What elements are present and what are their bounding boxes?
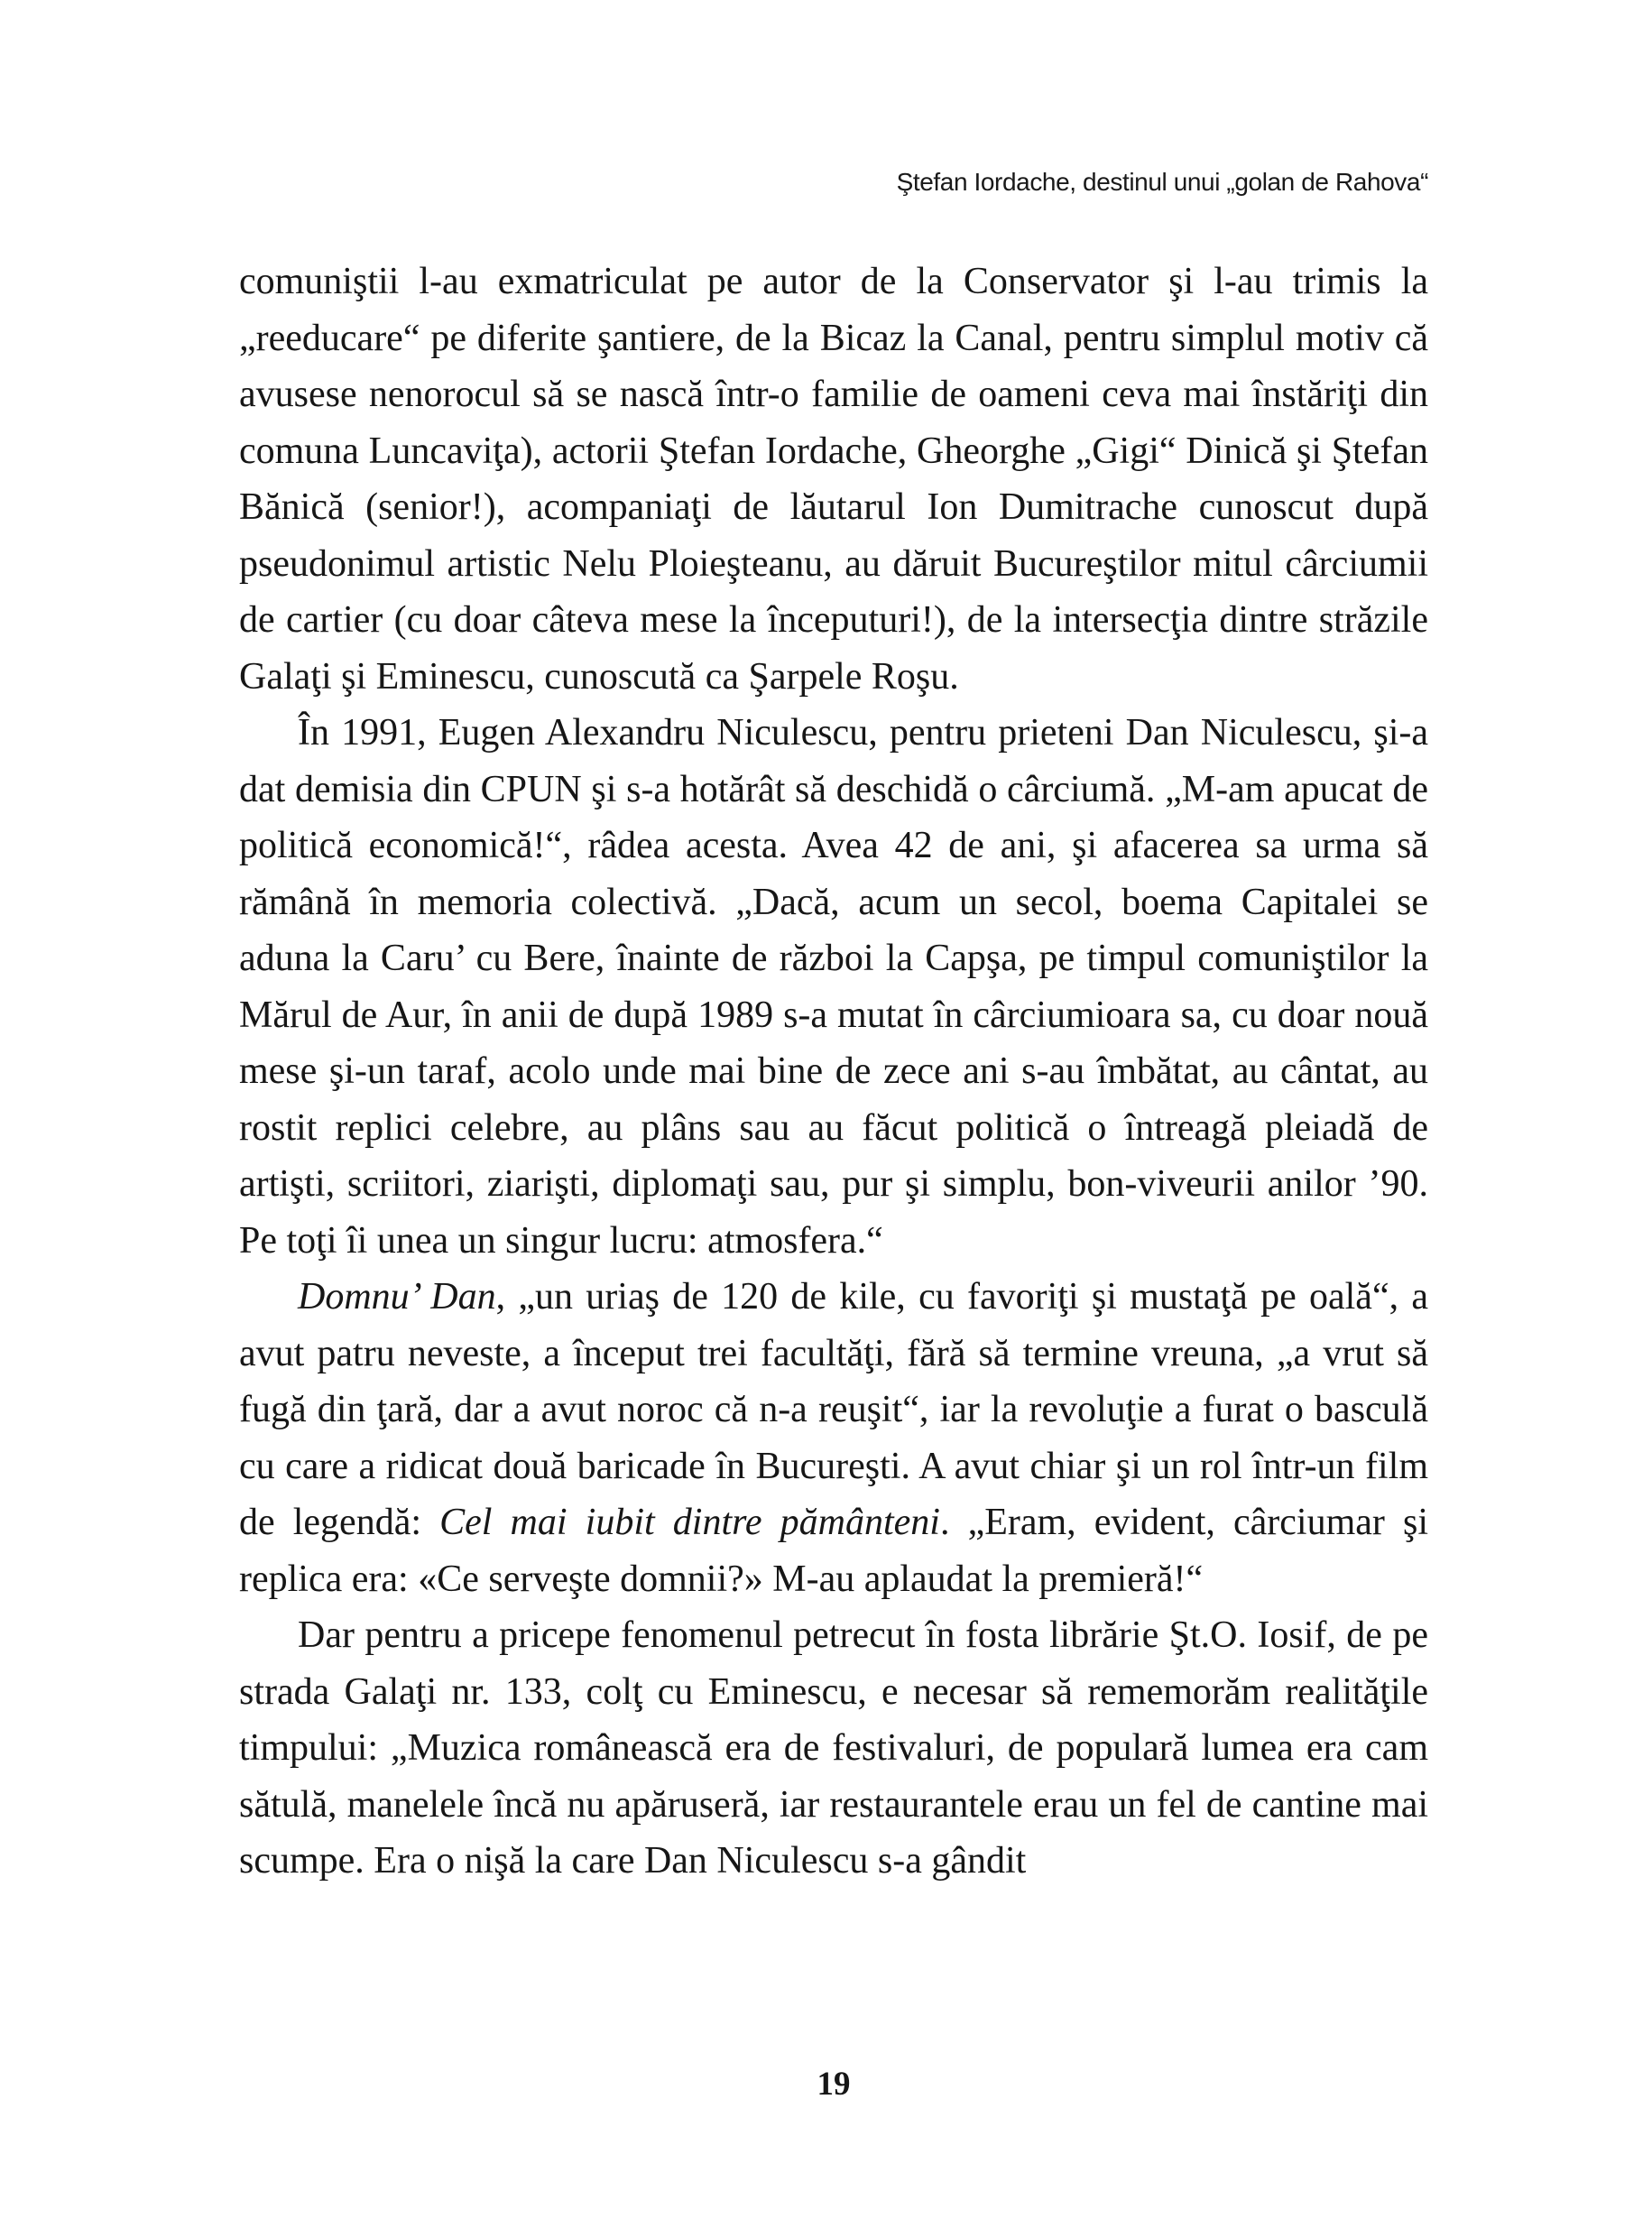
paragraph [239, 1269, 1428, 1607]
running-header: Ştefan Iordache, destinul unui „golan de Rahova“ [896, 168, 1428, 196]
paragraph [239, 705, 1428, 1269]
text-run: comuniştii l-au exmatriculat pe autor de la Conservator şi l-au trimis la „reeducare“ pe diferite şantiere, de la Bicaz la Canal, pentru simplul motiv că avusese nenorocul să se nască într-o familie de oameni ceva mai înstăriţi din comuna Luncaviţa), actorii Ştefan Iordache, Gheorghe „Gigi“ Dinică şi Ştefan Bănică (senior!), acompaniaţi de lăutarul Ion Dumitrache cunoscut după pseudonimul artistic Nelu Ploieşteanu, au dăruit Bucureştilor mitul cârciumii de cartier (cu doar câteva mese la începuturi!), de la intersecţia dintre străzile Galaţi şi Eminescu, cunoscută ca Şarpele Roşu. [239, 261, 1428, 698]
text-run: Dar pentru a pricepe fenomenul petrecut în fosta librărie Şt.O. Iosif, de pe strada Galaţi nr. 133, colţ cu Eminescu, e necesar să rememorăm realităţile timpului: „Muzica românească era de festivaluri, de populară lumea era cam sătulă, manelele încă nu apăruseră, iar restaurantele erau un fel de cantine mai scumpe. Era o nişă la care Dan Niculescu s-a gândit [239, 1614, 1428, 1882]
text-block [239, 254, 1428, 1890]
text-run: , „un uriaş de 120 de kile, cu favoriţi şi mustaţă pe oală“, a avut patru neveste, a început trei facultăţi, fără să termine vreuna, „a vrut să fugă din ţară, dar a avut noroc că n-a reuşit“, iar la revoluţie a furat o basculă cu care a ridicat două baricade în Bucureşti. A avut chiar şi un rol într-un film de legendă: [239, 1276, 1428, 1543]
text-run: În 1991, Eugen Alexandru Niculescu, pentru prieteni Dan Niculescu, şi-a dat demisia din CPUN şi s-a hotărât să deschidă o cârciumă. „M-am apucat de politică economică!“, râdea acesta. Avea 42 de ani, şi afacerea sa urma să rămână în memoria colectivă. „Dacă, acum un secol, boema Capitalei se aduna la Caru’ cu Bere, înainte de război la Capşa, pe timpul comuniştilor la Mărul de Aur, în anii de după 1989 s-a mutat în cârciumioara sa, cu doar nouă mese şi-un taraf, acolo unde mai bine de zece ani s-au îmbătat, au cântat, au rostit replici celebre, au plâns sau au făcut politică o întreagă pleiadă de artişti, scriitori, ziarişti, diplomaţi sau, pur şi simplu, bon-viveurii anilor ’90. Pe toţi îi unea un singur lucru: atmosfera.“ [239, 712, 1428, 1262]
page-number: 19 [817, 2066, 851, 2103]
paragraph [239, 254, 1428, 705]
text-run: . „Eram, evident, cârciumar şi replica era: «Ce serveşte domnii?» M-au aplaudat la premieră!“ [239, 1502, 1428, 1600]
paragraph [239, 1607, 1428, 1890]
italic-run: Domnu’ Dan [298, 1276, 496, 1318]
italic-run: Cel mai iubit dintre pământeni [439, 1502, 940, 1543]
